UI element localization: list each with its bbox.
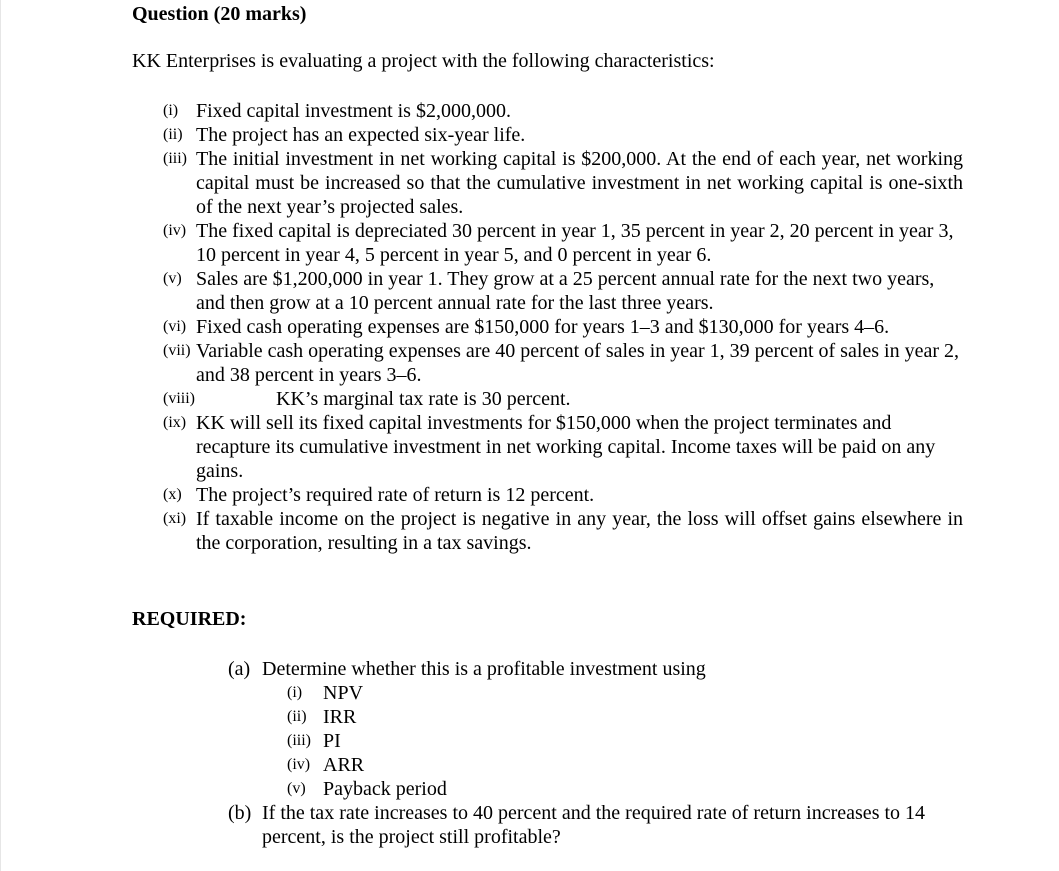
list-item [163,411,963,483]
item-number: (vi) [163,318,187,335]
part-row [228,801,948,849]
list-item [163,387,963,411]
list-item [287,753,948,777]
item-text: KK’s marginal tax rate is 30 percent. [276,388,571,410]
subitem-text: Payback period [323,778,447,800]
item-number: (xi) [163,510,187,527]
item-number: (v) [163,270,182,287]
item-text: Fixed capital investment is $2,000,000. [196,100,511,122]
part-number: (a) [228,658,251,680]
part-b [228,801,948,849]
item-number: (viii) [163,390,195,407]
subitem-number: (ii) [287,708,307,725]
part-row [228,657,948,681]
list-item [163,219,963,267]
item-text: If taxable income on the project is negative in any year, the loss will offset gains elsewhere in the corporation, resulting in a tax savings. [196,508,963,554]
part-a [228,657,948,801]
item-text: The project has an expected six-year life. [196,124,526,146]
item-number: (ix) [163,414,187,431]
list-item [163,267,963,315]
item-number: (ii) [163,126,183,143]
list-item [287,777,948,801]
required-heading: REQUIRED: [132,608,247,630]
subitem-number: (v) [287,780,306,797]
subitem-number: (iv) [287,756,311,773]
item-text: Sales are $1,200,000 in year 1. They grow at a 25 percent annual rate for the next two years, and then grow at a 10 percent annual rate for the last three years. [196,268,935,314]
item-text: Fixed cash operating expenses are $150,000 for years 1–3 and $130,000 for years 4–6. [196,316,890,338]
list-item [163,147,963,219]
part-text: Determine whether this is a profitable investment using [262,658,706,680]
item-text: The initial investment in net working capital is $200,000. At the end of each year, net working capital must be increased so that the cumulative investment in net working capital is one-sixth of the next year’s projected sales. [196,148,963,218]
list-item [163,507,963,555]
item-text: Variable cash operating expenses are 40 percent of sales in year 1, 39 percent of sales in year 2, and 38 percent in years 3–6. [196,340,960,386]
list-item [163,123,963,147]
list-item [287,681,948,705]
list-item [163,99,963,123]
list-item [163,339,963,387]
item-number: (vii) [163,342,191,359]
list-item [287,705,948,729]
intro-paragraph: KK Enterprises is evaluating a project with the following characteristics: [132,50,715,72]
list-item [287,729,948,753]
subitem-text: NPV [323,682,364,704]
question-title: Question (20 marks) [132,3,307,25]
item-number: (x) [163,486,182,503]
part-number: (b) [228,802,252,824]
item-text: KK will sell its fixed capital investments for $150,000 when the project terminates and recapture its cumulative investment in net working capital. Income taxes will be paid on any gains. [196,412,936,482]
item-number: (i) [163,102,179,119]
subitem-number: (i) [287,684,303,701]
required-parts-list [228,657,948,849]
subitem-text: ARR [323,754,365,776]
list-item [163,483,963,507]
subitem-number: (iii) [287,732,311,749]
item-text: The project’s required rate of return is 12 percent. [196,484,595,506]
item-number: (iv) [163,222,187,239]
item-text: The fixed capital is depreciated 30 percent in year 1, 35 percent in year 2, 20 percent in year 3, 10 percent in year 4, 5 percent in year 5, and 0 percent in year 6. [196,220,954,266]
subitem-text: IRR [323,706,357,728]
part-a-sublist [228,681,948,801]
list-item [163,315,963,339]
characteristics-list [163,99,963,555]
subitem-text: PI [323,730,341,752]
item-number: (iii) [163,150,187,167]
part-text: If the tax rate increases to 40 percent and the required rate of return increases to 14 percent, is the project still profitable? [262,802,926,848]
